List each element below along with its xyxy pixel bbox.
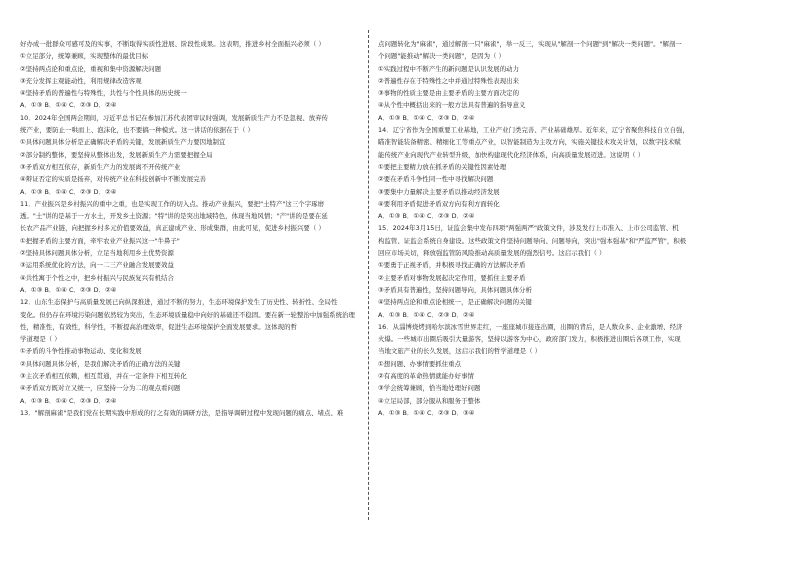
option-line: ②普遍性存在于特殊性之中并通过特殊性表现出来: [378, 76, 520, 85]
option-line: ③事物的性质主要是由主要矛盾的主要方面决定的: [378, 89, 520, 98]
option-line: ①具体问题具体分析是正确解决矛盾的关键，发展新质生产力要因地制宜: [20, 138, 226, 147]
right-column: [378, 38, 734, 419]
option-line: ①要勇于正视矛盾，并积极寻找正确的方法解决矛盾: [378, 261, 526, 270]
text-line: 当地文旅产业的长久发展，这启示我们的哲学道理是（ ）: [378, 347, 542, 356]
option-line: ②主要矛盾对事物发展起决定作用，要抓住主要矛盾: [378, 273, 526, 282]
question-10: 10．2024年全国两会期间，习近平总书记在参加江苏代表团审议时强调，发展新质生产力不是忽视、放弃传: [20, 113, 329, 122]
answer-choices: A．①③ B．①④ C．②③ D．②④: [20, 187, 117, 196]
option-line: ①把握矛盾的主要方面，牵牢农业产业振兴这一"牛鼻子": [20, 236, 180, 245]
answer-choices: A．①③ B．①④ C．②③ D．②④: [20, 285, 117, 294]
question-13: 13．"解剖麻雀"是我们党在长期实践中形成的行之有效的调研方法，是指导调研过程中发现问题的痛点、堵点、难: [20, 408, 344, 417]
text-line: 能传统产业向现代产业转型升级，加快构建现代化经济体系，向高质量发展迈进。这说明（ ）: [378, 150, 645, 159]
text-line: 学道理是（ ）: [20, 335, 61, 344]
option-line: ④辩证否定的实质是扬弃，对传统产业在科技创新中不断发展完善: [20, 175, 207, 184]
option-line: ③主次矛盾相互依赖，相互贯通，并在一定条件下相互转化: [20, 372, 187, 381]
option-line: ③要集中力量解决主要矛盾以推动经济发展: [378, 187, 500, 196]
option-line: ①实践过程中不断产生的新问题是认识发展的动力: [378, 64, 520, 73]
text-line: 透。"土"讲的是基于一方水土，开发乡土资源；"特"讲的是突出地域特色，体现当地风情；"产"讲的是要在延: [20, 212, 328, 221]
option-line: ②具体问题具体分析，是我们解决矛盾的正确方法的关键: [20, 359, 181, 368]
answer-choices: A．①③ B．①④ C．②③ D．②④: [378, 310, 475, 319]
text-line: 性，精准性，有效性，科学性，不断提高治理效率，促进生态环境保护全面发展要求。这体现的哲: [20, 322, 297, 331]
option-line: ④矛盾双方既对立又统一，应坚持一分为二的观点看问题: [20, 384, 181, 393]
question-15: 15．2024年3月15日，证监会集中发布四项"两强两严"政策文件，涉及发行上市准入、上市公司监管、机: [378, 224, 679, 233]
text-line: 瞄准智能装备精密、精细化工等重点产业，以智能制造为主攻方向，实施关键技术攻关计划，以数字技术赋: [378, 138, 681, 147]
option-line: ①矛盾的斗争性推动事物运动、变化和发展: [20, 347, 142, 356]
column-divider: [368, 30, 369, 520]
option-line: ②坚持具体问题具体分析，立足当地利用乡土优势资源: [20, 249, 174, 258]
question-16: 16．从淄博烧烤到哈尔滨冰雪世界走红，一座座城市接连出圈，出圈的背后，是人数众多、企业激增、经济: [378, 322, 683, 331]
option-line: ①要把主要精力放在抓矛盾的关键性因素处理: [378, 162, 507, 171]
option-line: ②坚持两点论和重点论，重视和集中资源解决问题: [20, 64, 162, 73]
left-column: [20, 38, 376, 419]
question-12: 12．山东生态保护与高质量发展已向纵深推进，通过不断的努力，生态环境保护发生了历史性、转折性、全局性: [20, 298, 338, 307]
question-11: 11．产业振兴是乡村振兴的重中之重，也是实现工作的切入点。推动产业振兴，要把"土特产"这三个字琢磨: [20, 199, 325, 208]
option-line: ④从个性中概括出来的一般方法具有普遍的指导意义: [378, 101, 526, 110]
option-line: ④要利用矛盾促进矛盾双方向有利方面转化: [378, 199, 500, 208]
text-line: 长农产品产业链，向把握乡村多元价值要效益，真正建成产业、形成集群，由此可见，促进乡村振兴要（ ）: [20, 224, 325, 233]
text-line: 统产业，要防止一哄而上、泡沫化，也不要搞一种模式。这一讲话的依据在于（ ）: [20, 126, 254, 135]
option-line: ④坚持两点论和重点论相统一，是正确解决问题的关键: [378, 298, 532, 307]
option-line: ②有高度的革命热情就能办好事情: [378, 372, 474, 381]
option-line: ③学会统筹兼顾，恰当地处理好问题: [378, 384, 481, 393]
text-line: 点问题转化为"麻雀"，通过解剖一只"麻雀"，举一反三，实现从"解剖一个问题"到"解决一类问题"。"解剖一: [378, 40, 682, 48]
text-line: 个问题"能推动"解决一类问题"，是因为（ ）: [378, 52, 505, 61]
option-line: ①想问题、办事情要抓住重点: [378, 359, 462, 368]
option-line: ③运用系统优化的方法，向一二三产业融合发展要效益: [20, 261, 174, 270]
answer-choices: A．①③ B．①④ C．②③ D．③④: [378, 408, 475, 417]
option-line: ④立足局部，部分服从和服务于整体: [378, 396, 481, 405]
option-line: ③充分发挥主观能动性，利用规律改造客观: [20, 76, 142, 85]
answer-choices: A．①③ B．①④ C．②③ D．②④: [20, 396, 117, 405]
answer-choices: A．①③ B．①④ C．②③ D．②④: [378, 113, 475, 122]
text-line: 变化。但仍存在环境污染问题依然较为突出，生态环境质量稳中向好的基础还不稳固。要在新一轮整治中加强系统治理: [20, 310, 355, 319]
option-line: ④坚持矛盾的普遍性与特殊性，共性与个性具体的历史统一: [20, 89, 187, 98]
option-line: ①立足部分，统筹兼顾，实现整体的最优目标: [20, 52, 149, 61]
answer-choices: A．①③ B．①④ C．②③ D．②④: [378, 212, 475, 221]
text-line: 火爆。一些城市出圈后吸引大量游客，坚持以游客为中心，政府部门发力，积极推进出圈后各项工作，实现: [378, 335, 681, 344]
question-14: 14．辽宁省作为全国重要工业基地，工业产业门类完善、产业基础雄厚。近年来，辽宁省聚焦科技自立自强，: [378, 126, 689, 135]
text-line: 回应市场关切，释放强监管防风险推动高质量发展的强烈信号。这启示我们（ ）: [378, 249, 606, 258]
option-line: ②部分制约整体，要坚持从整体出发，发展新质生产力需要把握全局: [20, 150, 213, 159]
option-line: ③矛盾具有普遍性，坚持问题导向，具体问题具体分析: [378, 285, 532, 294]
option-line: ③矛盾双方相互依存，新质生产力的发展离不开传统产业: [20, 162, 181, 171]
option-line: ④共性寓于个性之中，把乡村振兴与民族复兴有机结合: [20, 273, 174, 282]
text-line: 构监管、证监会系统自身建设。这些政策文件坚持问题导向、问题导向，突出"强本强基"和"严监严管"，积极: [378, 236, 687, 245]
text-line: 好办成一批群众可感可及的实事，不断取得实质性进展、阶段性成果。这表明，推进乡村全面振兴必须（ ）: [20, 40, 325, 48]
option-line: ②要在矛盾斗争性同一性中寻找解决问题: [378, 175, 494, 184]
answer-choices: A．①③ B．①④ C．②③ D．②④: [20, 101, 117, 110]
